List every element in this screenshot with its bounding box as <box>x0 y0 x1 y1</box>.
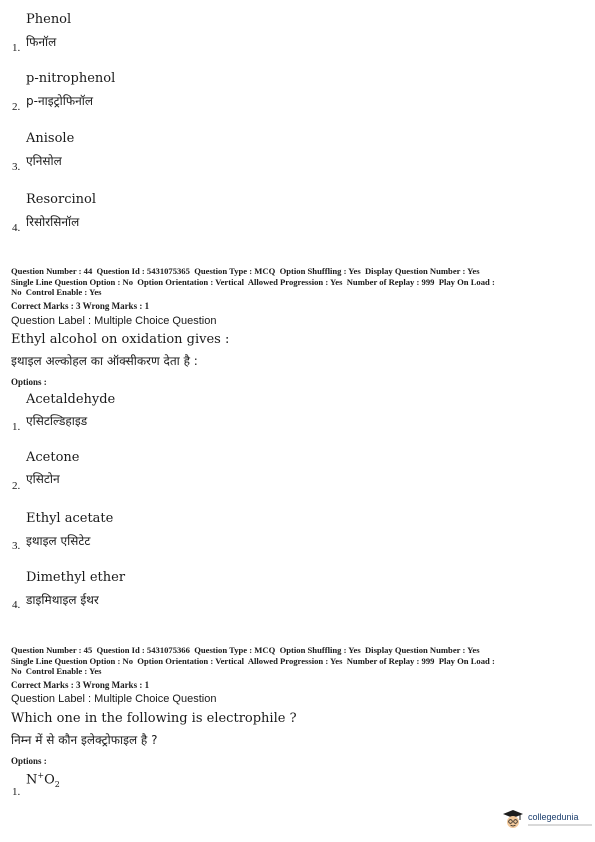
q45-option-1-number: 1. <box>12 786 21 798</box>
q45-question-text-hi: निम्न में से कौन इलेक्ट्रोफाइल है ? <box>11 733 158 747</box>
prev-option-2-en: p-nitrophenol <box>26 71 116 86</box>
graduate-mascot-icon <box>502 808 524 830</box>
prev-option-3-en: Anisole <box>26 131 75 146</box>
q44-question-text-en: Ethyl alcohol on oxidation gives : <box>11 332 230 347</box>
q44-option-3-number: 3. <box>12 540 21 552</box>
prev-option-3-number: 3. <box>12 161 21 173</box>
formula-base: N <box>26 772 38 788</box>
prev-option-1-hi: फिनॉल <box>26 35 57 49</box>
prev-option-1-en: Phenol <box>26 12 72 27</box>
q45-question-label: Question Label : Multiple Choice Question <box>11 693 217 705</box>
q45-option-1-formula <box>26 771 60 789</box>
prev-option-2-number: 2. <box>12 101 21 113</box>
q44-marks: Correct Marks : 3 Wrong Marks : 1 <box>11 301 150 311</box>
logo-tagline-line <box>528 824 592 826</box>
q44-option-1-hi: एसिटल्डिहाइड <box>26 414 88 428</box>
formula-sup: + <box>37 771 45 780</box>
q44-option-4-en: Dimethyl ether <box>26 570 126 585</box>
q44-option-1-number: 1. <box>12 421 21 433</box>
prev-option-2-hi: p-नाइट्रोफिनॉल <box>26 94 94 108</box>
prev-option-4-en: Resorcinol <box>26 192 96 207</box>
q44-option-1-en: Acetaldehyde <box>26 392 116 407</box>
q45-metadata: Question Number : 45 Question Id : 5431075366 Question Type : MCQ Option Shuffling : Yes Display Question Number : Yes Single Line Question Option : No Option Orientation : Vertical Allowed Progression : Yes Number of Replay : 999 Play On Load : No Control Enable : Yes <box>11 645 495 676</box>
q44-option-3-en: Ethyl acetate <box>26 511 114 526</box>
q44-option-2-en: Acetone <box>26 450 80 465</box>
prev-option-1-number: 1. <box>12 42 21 54</box>
prev-option-3-hi: एनिसोल <box>26 154 62 168</box>
q44-option-4-number: 4. <box>12 599 21 611</box>
q44-question-text-hi: इथाइल अल्कोहल का ऑक्सीकरण देता है : <box>11 354 198 368</box>
q45-options-label: Options : <box>11 756 47 766</box>
q44-option-2-hi: एसिटोन <box>26 472 60 486</box>
q44-option-2-number: 2. <box>12 480 21 492</box>
q44-options-label: Options : <box>11 377 47 387</box>
prev-option-4-hi: रिसोरसिनॉल <box>26 215 80 229</box>
q45-marks: Correct Marks : 3 Wrong Marks : 1 <box>11 680 150 690</box>
q45-question-text-en: Which one in the following is electrophile ? <box>11 711 297 726</box>
formula-sub: 2 <box>54 779 60 789</box>
formula-main: O <box>44 772 55 788</box>
logo-name: collegedunia <box>528 812 579 822</box>
q44-question-label: Question Label : Multiple Choice Question <box>11 315 217 327</box>
q44-option-4-hi: डाइमिथाइल ईथर <box>26 593 99 607</box>
q44-option-3-hi: इथाइल एसिटेट <box>26 534 91 548</box>
q44-metadata: Question Number : 44 Question Id : 5431075365 Question Type : MCQ Option Shuffling : Yes Display Question Number : Yes Single Line Question Option : No Option Orientation : Vertical Allowed Progression : Yes Number of Replay : 999 Play On Load : No Control Enable : Yes <box>11 266 495 297</box>
collegedunia-logo <box>502 808 592 830</box>
prev-option-4-number: 4. <box>12 222 21 234</box>
